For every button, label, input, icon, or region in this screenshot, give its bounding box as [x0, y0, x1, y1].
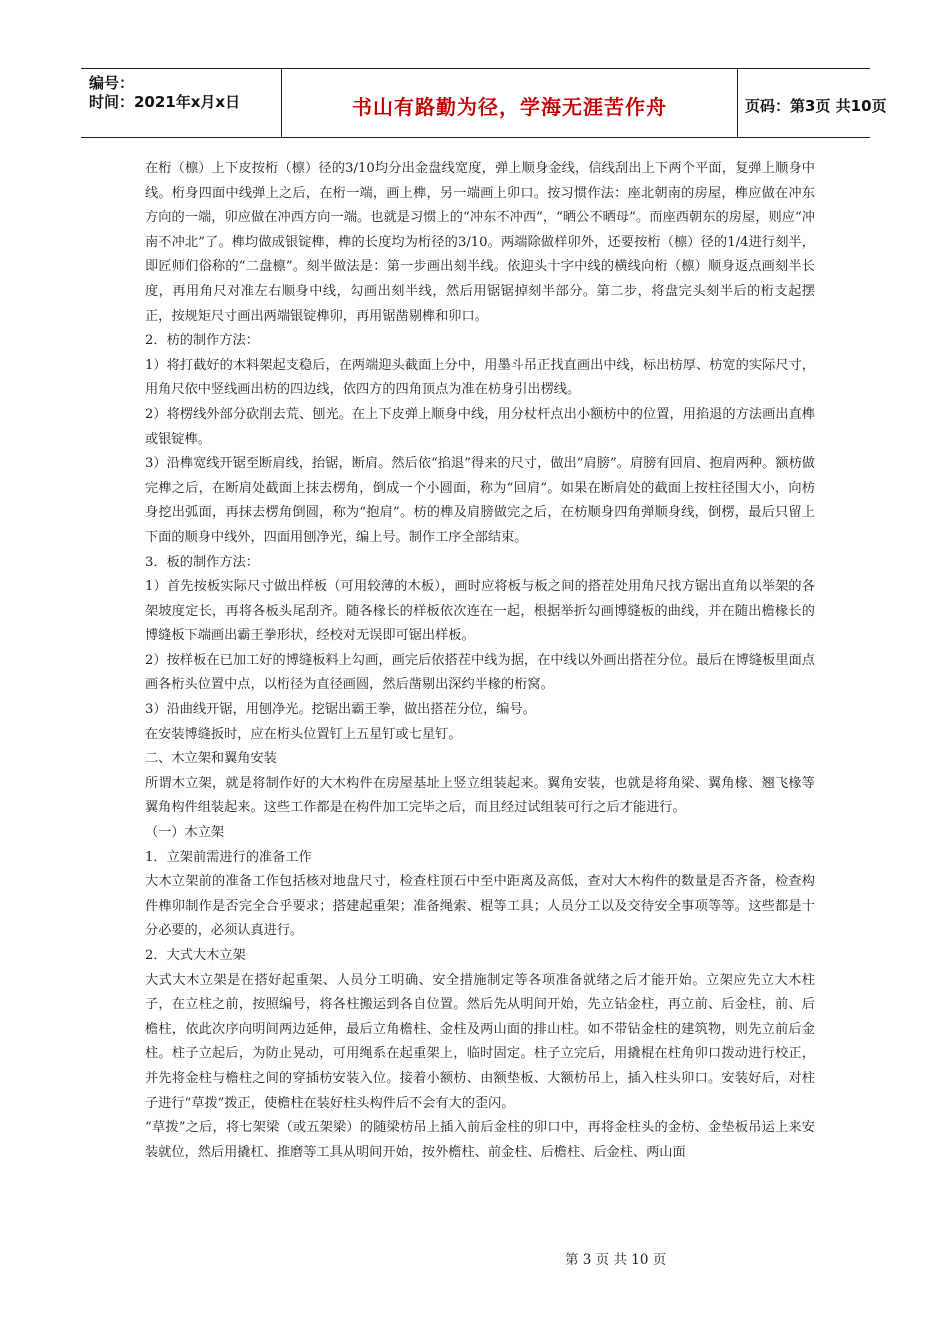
body-paragraph: 2．枋的制作方法： — [145, 333, 259, 349]
header-meta-cell — [81, 69, 281, 137]
document-number-label: 编号： — [89, 74, 135, 92]
header-motto-cell — [281, 69, 738, 137]
document-body — [145, 157, 815, 1165]
body-paragraph: 所谓木立架，就是将制作好的大木构件在房屋基址上竖立组装起来。翼角安装，也就是将角梁、翼角椽、翘飞椽等翼角构件组装起来。这些工作都是在构件加工完毕之后，而且经过试组装可行之后才能进行。 — [145, 775, 815, 816]
body-paragraph: “草拨”之后，将七架梁（或五架梁）的随梁枋吊上插入前后金柱的卯口中，再将金柱头的金枋、金垫板吊运上来安装就位，然后用撬杠、推磨等工具从明间开始，按外檐柱、前金柱、后檐柱、后金柱、两山面 — [145, 1120, 815, 1160]
body-paragraph: 大式大木立架是在搭好起重架、人员分工明确、安全措施制定等各项准备就绪之后才能开始。立架应先立大木柱子，在立柱之前，按照编号，将各柱搬运到各自位置。然后先从明间开始，先立钻金柱，再立前、后金柱，前、后檐柱，依此次序向明间两边延伸，最后立角檐柱、金柱及两山面的排山柱。如不带钻金柱的建筑物，则先立前后金柱。柱子立起后，为防止晃动，可用绳系在起重架上，临时固定。柱子立完后，用撬棍在柱角卯口拨动进行校正，并先将金柱与檐柱之间的穿插枋安装入位。接着小额枋、由额垫板、大额枋吊上，插入柱头卯口。安装好后，对柱子进行“草拨”拨正，使檐柱在装好柱头构件后不会有大的歪闪。 — [145, 972, 815, 1111]
header-page-cell — [737, 69, 887, 137]
body-paragraph: （一）木立架 — [145, 825, 225, 841]
document-time-label: 时间：2021年x月x日 — [89, 93, 241, 111]
header-page-code: 页码：第3页 共10页 — [745, 97, 887, 115]
body-paragraph: 在桁（檩）上下皮按桁（檩）径的3/10均分出金盘线宽度，弹上顺身金线，信线刮出上下两个平面，复弹上顺身中线。桁身四面中线弹上之后，在桁一端，画上榫，另一端画上卯口。按习惯作法：座北朝南的房屋，榫应做在冲东方向的一端，卯应做在冲西方向一端。也就是习惯上的“冲东不冲西”，“晒公不晒母”。而座西朝东的房屋，则应“冲南不冲北”了。榫均做成银锭榫，榫的长度均为桁径的3/10。两端除做样卯外，还要按桁（檩）径的1/4进行刻半，即匠师们俗称的“二盘檩”。刻半做法是：第一步画出刻半线。依迎头十字中线的横线向桁（檩）顺身返点画刻半长度，再用角尺对准左右顺身中线，勾画出刻半线，然后用锯锯掉刻半部分。第二步，将盘完头刻半后的桁支起摆正，按规矩尺寸画出两端银锭榫卯，再用锯凿剔榫和卯口。 — [145, 161, 815, 324]
page-footer: 第 3 页 共 10 页 — [565, 1252, 667, 1268]
body-paragraph: 3）沿榫宽线开锯至断肩线，抬锯，断肩。然后依“掐退”得来的尺寸，做出“肩膀”。肩膀有回肩、抱肩两种。额枋做完榫之后，在断肩处截面上抹去楞角，倒成一个小圆面，称为“回肩”。如果在断肩处的截面上按柱径围大小，向枋身挖出弧面，再抹去楞角倒圆，称为“抱肩”。枋的榫及肩膀做完之后，在枋顺身四角弹顺身线，倒楞，最后只留上下面的顺身中线外，四面用刨净光，编上号。制作工序全部结束。 — [145, 456, 815, 545]
body-paragraph: 二、木立架和翼角安装 — [145, 751, 277, 767]
body-paragraph: 1）将打截好的木料架起支稳后，在两端迎头截面上分中，用墨斗吊正找直画出中线，标出枋厚、枋宽的实际尺寸，用角尺依中竖线画出枋的四边线，依四方的四角顶点为准在枋身引出楞线。 — [145, 357, 815, 398]
body-paragraph: 1．立架前需进行的准备工作 — [145, 849, 312, 865]
body-paragraph: 大木立架前的准备工作包括核对地盘尺寸，检查柱顶石中至中距离及高低，查对大木构件的数量是否齐备，检查构件榫卯制作是否完全合乎要求；搭建起重架；准备绳索、棍等工具；人员分工以及交待安全事项等等。这些都是十分必要的，必须认真进行。 — [145, 874, 815, 939]
page-header — [81, 68, 887, 138]
body-paragraph: 3）沿曲线开锯，用刨净光。挖锯出霸王拳，做出搭茬分位，编号。 — [145, 702, 536, 718]
body-paragraph: 在安装博缝扳时，应在桁头位置钉上五星钉或七星钉。 — [145, 726, 462, 742]
body-paragraph: 2）按样板在已加工好的博缝板料上勾画，画完后依搭茬中线为据，在中线以外画出搭茬分位。最后在博缝板里面点画各桁头位置中点，以桁径为直径画圆，然后凿剔出深约半椽的桁窝。 — [145, 652, 815, 693]
body-paragraph: 3．板的制作方法： — [145, 554, 259, 570]
header-motto: 书山有路勤为径，学海无涯苦作舟 — [352, 95, 667, 119]
body-paragraph: 2．大式大木立架 — [145, 948, 246, 963]
body-paragraph: 2）将楞线外部分砍削去荒、刨光。在上下皮弹上顺身中线，用分杖杆点出小额枋中的位置，用掐退的方法画出直榫或银锭榫。 — [145, 406, 815, 447]
body-paragraph: 1）首先按板实际尺寸做出样板（可用较薄的木板），画时应将板与板之间的搭茬处用角尺找方锯出直角以举架的各架坡度定长，再将各板头尾刮齐。随各椽长的样板依次连在一起，根据举折勾画博缝板的曲线，并在随出檐椽长的博缝板下端画出霸王拳形状，经校对无误即可锯出样板。 — [145, 579, 815, 644]
